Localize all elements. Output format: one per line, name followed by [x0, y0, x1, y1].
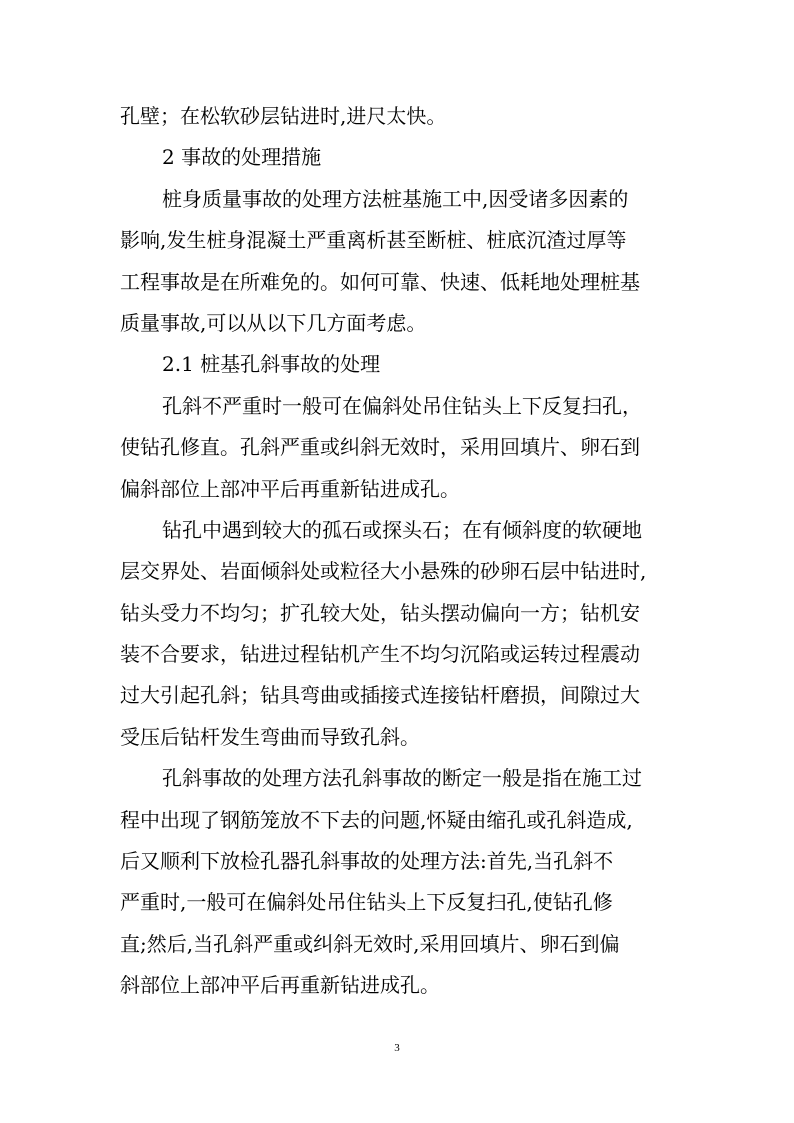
page-number: 3: [394, 1042, 400, 1054]
document-body: [120, 96, 676, 1007]
text-line: 装不合要求，钻进过程钻机产生不均匀沉陷或运转过程震动: [120, 642, 640, 667]
text-line: 孔壁；在松软砂层钻进时,进尺太快。: [120, 104, 447, 128]
text-line: 严重时,一般可在偏斜处吊住钻头上下反复扫孔,使钻孔修: [120, 890, 613, 915]
text-line: 2.1 桩基孔斜事故的处理: [162, 352, 381, 377]
text-line: 程中出现了钢筋笼放不下去的问题,怀疑由缩孔或孔斜造成,: [120, 807, 633, 832]
text-line: 孔斜事故的处理方法孔斜事故的断定一般是指在施工过: [162, 766, 642, 791]
text-line: 工程事故是在所难免的。如何可靠、快速、低耗地处理桩基: [120, 269, 640, 294]
text-line: 质量事故,可以从以下几方面考虑。: [120, 310, 427, 335]
text-line: 孔斜不严重时一般可在偏斜处吊住钻头上下反复扫孔，: [162, 393, 642, 418]
text-line: 斜部位上部冲平后再重新钻进成孔。: [120, 973, 440, 998]
text-line: 钻头受力不均匀；扩孔较大处，钻头摆动偏向一方；钻机安: [120, 600, 640, 625]
text-line: 桩身质量事故的处理方法桩基施工中,因受诸多因素的: [162, 186, 629, 211]
text-line: 钻孔中遇到较大的孤石或探头石；在有倾斜度的软硬地: [162, 517, 642, 542]
text-line: 影响,发生桩身混凝土严重离析甚至断桩、桩底沉渣过厚等: [120, 228, 627, 253]
text-line: 过大引起孔斜；钻具弯曲或插接式连接钻杆磨损，间隙过大: [120, 683, 640, 708]
text-line: 2 事故的处理措施: [162, 145, 322, 170]
text-line: 后又顺利下放检孔器孔斜事故的处理方法:首先,当孔斜不: [120, 849, 614, 874]
text-line: 直;然后,当孔斜严重或纠斜无效时,采用回填片、卵石到偏: [120, 931, 620, 956]
text-line: 受压后钻杆发生弯曲而导致孔斜。: [120, 724, 420, 749]
text-line: 层交界处、岩面倾斜处或粒径大小悬殊的砂卵石层中钻进时,: [120, 559, 647, 584]
text-line: 偏斜部位上部冲平后再重新钻进成孔。: [120, 476, 460, 501]
text-line: 使钻孔修直。孔斜严重或纠斜无效时，采用回填片、卵石到: [120, 435, 640, 460]
